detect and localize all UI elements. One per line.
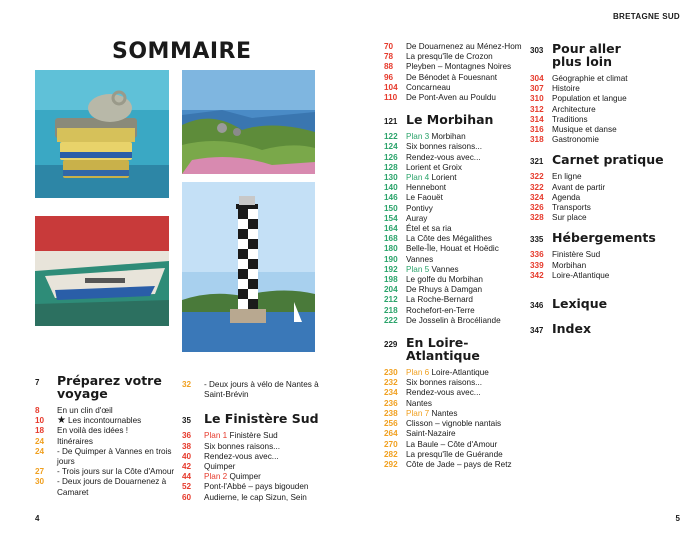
entry-page: 322 (530, 182, 544, 192)
plan-label: Plan 1 (204, 431, 228, 441)
entry-text: Population et langue (552, 94, 627, 104)
entry-text: - Deux jours à vélo de Nantes à Saint-Brévin (204, 380, 319, 400)
section-title: En Loire-Atlantique (406, 335, 480, 364)
entry-text: Pontivy (406, 203, 433, 213)
toc-col-1 (35, 374, 175, 498)
toc-entry[interactable] (384, 62, 524, 72)
toc-entry[interactable] (530, 261, 670, 271)
entry-page: 38 (182, 441, 192, 451)
entry-text: De Rhuys à Damgan (406, 285, 482, 295)
entry-page: 164 (384, 224, 398, 234)
entry-page: 27 (35, 467, 45, 477)
plan-label: Plan 5 (406, 264, 430, 274)
toc-entry[interactable] (384, 378, 524, 388)
entry-page: 52 (182, 482, 192, 492)
entry-page: 256 (384, 419, 398, 429)
entry-page: 44 (182, 472, 192, 482)
entry-text (406, 265, 524, 275)
toc-entry[interactable] (530, 271, 670, 281)
entry-text: Sur place (552, 213, 587, 223)
entry-page: 146 (384, 193, 398, 203)
entry-text: Audierne, le cap Sizun, Sein (204, 492, 307, 502)
entry-text: Auray (406, 213, 428, 223)
entry-text: Agenda (552, 192, 581, 202)
toc-entry[interactable] (530, 94, 670, 104)
photo-boats (35, 216, 169, 326)
entry-text: De Bénodet à Fouesnant (406, 72, 498, 82)
toc-entry[interactable] (384, 153, 524, 163)
entry-page: 190 (384, 254, 398, 264)
entry-text (57, 416, 175, 426)
toc-entry[interactable] (384, 73, 524, 83)
entry-page: 238 (384, 408, 398, 418)
entry-page: 168 (384, 234, 398, 244)
toc-entry[interactable] (384, 419, 524, 429)
toc-entry[interactable] (384, 173, 524, 183)
entry-text: Transports (552, 203, 591, 213)
entry-page: 110 (384, 93, 398, 103)
section-carnet (530, 153, 670, 166)
entry-text: La Roche-Bernard (406, 295, 473, 305)
entry-page: 24 (35, 436, 45, 446)
toc-entry[interactable] (384, 440, 524, 450)
toc-entry[interactable] (384, 460, 524, 470)
entry-page: 282 (384, 449, 398, 459)
entry-text: Pleyben – Montagnes Noires (406, 62, 512, 72)
section-lexique[interactable] (530, 297, 670, 310)
toc-entry[interactable] (384, 275, 524, 285)
entry-page: 192 (384, 264, 398, 274)
toc-entry[interactable] (384, 224, 524, 234)
section-page: 335 (530, 235, 544, 245)
entry-page: 236 (384, 398, 398, 408)
toc-entry[interactable] (384, 234, 524, 244)
entry-text: Le Faouët (406, 193, 443, 203)
entry-page: 30 (35, 477, 45, 487)
entry-page: 304 (530, 74, 544, 83)
toc-entry[interactable] (530, 115, 670, 125)
entry-page: 222 (384, 315, 398, 325)
entry-text: - Deux jours de Douarnenez à Camaret (57, 477, 167, 497)
entry-text: La presqu'île de Crozon (406, 52, 493, 62)
entry-page: 140 (384, 183, 398, 193)
entry-label: Loire-Atlantique (429, 368, 489, 378)
entry-page: 70 (384, 42, 394, 51)
section-loire (384, 336, 524, 362)
section-index[interactable] (530, 322, 670, 335)
entry-text: Finistère Sud (552, 250, 601, 260)
entry-page: 339 (530, 260, 544, 270)
toc-entry[interactable] (384, 42, 524, 52)
entry-page: 104 (384, 82, 398, 92)
section-finistere (182, 412, 332, 425)
entry-text (406, 132, 524, 142)
entry-page: 318 (530, 135, 544, 145)
entry-page: 150 (384, 203, 398, 213)
section-page: 303 (530, 46, 544, 55)
toc-col-3 (384, 42, 524, 470)
toc-entry[interactable] (182, 452, 332, 462)
star-icon: ★ (57, 415, 66, 427)
entry-page: 126 (384, 152, 398, 162)
toc-entry[interactable] (384, 409, 524, 419)
section-hebergements (530, 231, 670, 244)
entry-text: Loire-Atlantique (552, 270, 610, 280)
entry-text: De Josselin à Brocéliande (406, 315, 501, 325)
entry-text: Avant de partir (552, 182, 606, 192)
entry-text: La Côte des Mégalithes (406, 234, 493, 244)
entry-text: La presqu'île de Guérande (406, 449, 503, 459)
entry-page: 18 (35, 426, 45, 436)
entry-page: 234 (384, 388, 398, 398)
entry-text: La Baule – Côte d'Amour (406, 439, 498, 449)
toc-entry[interactable] (35, 447, 175, 467)
toc-entry[interactable] (35, 416, 175, 426)
toc-entry[interactable] (182, 472, 332, 482)
plan-label: Plan 6 (406, 368, 430, 378)
toc-entry[interactable] (35, 406, 175, 416)
section-page: 121 (384, 117, 398, 127)
entry-text: Concarneau (406, 82, 451, 92)
entry-text: Six bonnes raisons... (406, 378, 483, 388)
running-header: BRETAGNE SUD (612, 12, 680, 21)
toc-entry[interactable] (530, 213, 670, 223)
section-title: Le Finistère Sud (204, 411, 319, 427)
entry-page: 270 (384, 439, 398, 449)
entry-text: En un clin d'œil (57, 406, 113, 415)
entry-text: Quimper (204, 462, 236, 472)
toc-entry[interactable] (530, 74, 670, 84)
entry-text: Clisson – vignoble nantais (406, 419, 502, 429)
entry-page: 292 (384, 459, 398, 469)
toc-entry[interactable] (35, 467, 175, 477)
toc-entry[interactable] (530, 193, 670, 203)
plan-label: Plan 7 (406, 408, 430, 418)
entry-text (204, 431, 332, 441)
entry-page: 316 (530, 125, 544, 135)
entry-label: Lorient (429, 173, 457, 183)
entry-page: 36 (182, 431, 192, 441)
entry-text: En voilà des idées ! (57, 426, 129, 436)
toc-entry[interactable] (530, 84, 670, 94)
page-number-left: 4 (35, 514, 40, 523)
toc-entry[interactable] (35, 437, 175, 447)
entry-page: 198 (384, 275, 398, 285)
toc-entry[interactable] (384, 132, 524, 142)
entry-label: Quimper (227, 472, 261, 482)
entry-page: 10 (35, 416, 45, 426)
entry-text: Morbihan (552, 260, 587, 270)
toc-entry[interactable] (384, 204, 524, 214)
entry-label: Finistère Sud (227, 431, 278, 441)
entry-page: 88 (384, 62, 394, 72)
entry-page: 8 (35, 406, 40, 415)
toc-entry[interactable] (182, 380, 332, 400)
entry-page: 324 (530, 192, 544, 202)
section-plus-loin (530, 42, 670, 68)
section-page: 321 (530, 157, 544, 167)
entry-page: 218 (384, 305, 398, 315)
entry-text: Nantes (406, 398, 432, 408)
entry-page: 328 (530, 213, 544, 223)
entry-text: Lorient et Groix (406, 162, 462, 172)
entry-text (406, 173, 524, 183)
entry-text: Rendez-vous avec... (204, 451, 279, 461)
section-morbihan (384, 113, 524, 126)
entry-text: Musique et danse (552, 125, 617, 135)
toc-entry[interactable] (182, 442, 332, 452)
toc-entry[interactable] (182, 462, 332, 472)
toc-entry[interactable] (530, 105, 670, 115)
entry-text (406, 409, 524, 419)
entry-page: 78 (384, 52, 394, 62)
entry-page: 336 (530, 250, 544, 260)
toc-entry[interactable] (384, 244, 524, 254)
toc-col-2 (182, 380, 332, 503)
toc-entry[interactable] (384, 316, 524, 326)
entry-page: 60 (182, 492, 192, 502)
section-title: Carnet pratique (552, 152, 664, 168)
entry-page: 204 (384, 285, 398, 295)
toc-entry[interactable] (182, 431, 332, 441)
entry-label: Nantes (429, 408, 458, 418)
toc-entry[interactable] (530, 172, 670, 182)
section-page: 346 (530, 301, 544, 311)
section-title: Hébergements (552, 230, 656, 246)
entry-text: Architecture (552, 104, 596, 114)
photo-lighthouse (182, 182, 315, 352)
entry-label: Vannes (429, 264, 459, 274)
section-preparez (35, 374, 175, 400)
entry-page: 322 (530, 172, 544, 182)
toc-entry[interactable] (384, 368, 524, 378)
toc-entry[interactable] (530, 203, 670, 213)
entry-page: 307 (530, 84, 544, 94)
toc-entry[interactable] (384, 193, 524, 203)
section-title: Le Morbihan (406, 112, 494, 128)
toc-entry[interactable] (530, 125, 670, 135)
toc-entry[interactable] (384, 142, 524, 152)
entry-text: Hennebont (406, 183, 447, 193)
entry-page: 122 (384, 132, 398, 142)
entry-text: Histoire (552, 84, 580, 94)
entry-text: Côte de Jade – pays de Retz (406, 459, 512, 469)
entry-text: De Pont-Aven au Pouldu (406, 93, 496, 103)
entry-page: 180 (384, 244, 398, 254)
entry-text: Six bonnes raisons... (204, 441, 281, 451)
photo-sardine-cans (35, 70, 169, 198)
toc-entry[interactable] (384, 214, 524, 224)
entry-text: Six bonnes raisons... (406, 142, 483, 152)
plan-label: Plan 4 (406, 173, 430, 183)
toc-entry[interactable] (384, 93, 524, 103)
entry-text: Traditions (552, 114, 588, 124)
entry-text: Géographie et climat (552, 74, 628, 83)
entry-page: 24 (35, 446, 45, 456)
section-title: Index (552, 321, 592, 337)
entry-text: Pont-l'Abbé – pays bigouden (204, 482, 309, 492)
section-page: 35 (182, 416, 191, 426)
toc-entry[interactable] (35, 477, 175, 497)
plan-label: Plan 3 (406, 132, 430, 142)
entry-page: 96 (384, 72, 394, 82)
entry-label: Morbihan (429, 132, 466, 142)
entry-text: Vannes (406, 254, 434, 264)
entry-text: En ligne (552, 172, 582, 182)
entry-page: 232 (384, 378, 398, 388)
toc-entry[interactable] (384, 388, 524, 398)
entry-page: 154 (384, 213, 398, 223)
entry-page: 130 (384, 173, 398, 183)
toc-entry[interactable] (384, 83, 524, 93)
entry-text: Étel et sa ria (406, 224, 452, 234)
plan-label: Plan 2 (204, 472, 228, 482)
entry-page: 212 (384, 295, 398, 305)
section-title: Pour aller plus loin (552, 41, 621, 69)
toc-entry[interactable] (384, 183, 524, 193)
page-title: SOMMAIRE (112, 39, 252, 64)
toc-entry[interactable] (384, 429, 524, 439)
entry-page: 264 (384, 429, 398, 439)
toc-entry[interactable] (384, 450, 524, 460)
entry-text: Rochefort-en-Terre (406, 305, 475, 315)
entry-label: Les incontournables (67, 416, 142, 426)
entry-page: 314 (530, 114, 544, 124)
entry-text (204, 472, 332, 482)
entry-page: 32 (182, 380, 192, 389)
toc-entry[interactable] (530, 135, 670, 145)
entry-text (406, 368, 524, 378)
toc-entry[interactable] (384, 399, 524, 409)
entry-text: Rendez-vous avec... (406, 152, 481, 162)
entry-page: 42 (182, 462, 192, 472)
entry-text: Saint-Nazaire (406, 429, 456, 439)
toc-entry[interactable] (182, 482, 332, 492)
section-page: 229 (384, 340, 398, 350)
entry-page: 40 (182, 451, 192, 461)
entry-page: 310 (530, 94, 544, 104)
toc-entry[interactable] (384, 163, 524, 173)
toc-entry[interactable] (384, 255, 524, 265)
toc-entry[interactable] (384, 306, 524, 316)
entry-page: 124 (384, 142, 398, 152)
toc-entry[interactable] (35, 426, 175, 436)
entry-text: - De Quimper à Vannes en trois jours (57, 446, 172, 467)
section-title: Lexique (552, 296, 608, 312)
entry-page: 128 (384, 162, 398, 172)
entry-text: Itinéraires (57, 436, 93, 446)
page-number-right: 5 (675, 514, 680, 523)
toc-entry[interactable] (530, 183, 670, 193)
toc-entry[interactable] (384, 285, 524, 295)
entry-page: 312 (530, 104, 544, 114)
entry-text: - Trois jours sur la Côte d'Amour (57, 467, 175, 477)
toc-entry[interactable] (384, 52, 524, 62)
photo-coast (182, 70, 315, 174)
entry-text: Gastronomie (552, 135, 599, 145)
entry-text: Rendez-vous avec... (406, 388, 481, 398)
toc-entry[interactable] (182, 493, 332, 503)
entry-page: 230 (384, 368, 398, 378)
toc-entry[interactable] (384, 295, 524, 305)
toc-entry[interactable] (530, 250, 670, 260)
entry-text: Le golfe du Morbihan (406, 275, 483, 285)
entry-text: Belle-Île, Houat et Hoëdic (406, 244, 499, 254)
toc-entry[interactable] (384, 265, 524, 275)
section-page: 347 (530, 326, 544, 336)
section-page: 7 (35, 378, 40, 387)
entry-text: De Douarnenez au Ménez-Hom (406, 42, 522, 51)
toc-col-4 (530, 42, 670, 341)
entry-page: 342 (530, 270, 544, 280)
section-title: Préparez votre voyage (57, 373, 162, 401)
entry-page: 326 (530, 203, 544, 213)
